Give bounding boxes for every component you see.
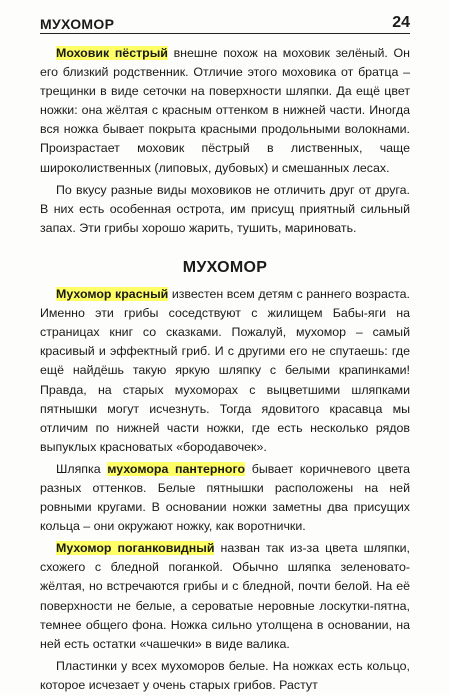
page-number: 24 (392, 14, 410, 31)
paragraph-text: внешне похож на моховик зелёный. Он его близкий родственник. Отличие этого моховика от братца – трещинки в виде сеточки на поверхности шляпки. Да ещё цвет ножки: она жёлтая с красным оттенком в нижней части. Иногда вся ножка бывает покрыта красными продольными волокнами. Произрастает моховик пёстрый в лиственных, чаще широколиственных (липовых, дубовых) и смешанных лесах. (40, 46, 410, 175)
paragraph-taste (40, 181, 410, 238)
paragraph-text: Шляпка (56, 461, 108, 476)
paragraph-text: Пластинки у всех мухоморов белые. На ножках есть кольцо, которое исчезает у очень старых грибов. Растут (40, 658, 410, 692)
paragraph-mukhomor-panterny (40, 460, 410, 536)
header-rule (40, 33, 410, 34)
paragraph-text: По вкусу разные виды моховиков не отличить друг от друга. В них есть особенная острота, им присущ приятный сильный запах. Эти грибы хорошо жарить, тушить, мариновать. (40, 182, 410, 235)
term-highlight: Моховик пёстрый (56, 46, 168, 60)
paragraph-text: бывает коричневого цвета разных оттенков. Белые пятнышки расположены на ней ровными кругами. В основании ножки заметны два присущих кольца – они окружают ножку, как воротнички. (40, 461, 410, 534)
paragraph-mokhovik-pestry (40, 44, 410, 178)
paragraph-mukhomor-pogankovidny (40, 539, 410, 654)
term-highlight: Мухомор поганковидный (56, 541, 215, 556)
paragraph-text: известен всем детям с раннего возраста. Именно эти грибы соседствуют с жилищем Бабы-яги на страницах книг со сказками. Пожалуй, мухомор – самый красивый и эффектный гриб. И с другими его не спутаешь: где ещё найдёшь такую яркую шляпку с белыми крапинками! Правда, на старых мухоморах с выцветшими шляпками пятнышки могут исчезнуть. Тогда ядовитого красавца мы отличим по нижней части ножки, где есть несколько рядов выпуклых красноватых «бородавочек». (40, 287, 411, 454)
page-header (40, 10, 410, 32)
paragraph-plastinki (40, 657, 410, 695)
running-title: МУХОМОР (40, 16, 115, 32)
term-highlight: Мухомор красный (56, 287, 169, 302)
section-title: МУХОМОР (182, 258, 268, 276)
page-content (40, 44, 410, 695)
paragraph-mukhomor-krasny (40, 285, 410, 457)
paragraph-text: назван так из-за цвета шляпки, схожего с бледной поганкой. Обычно шляпка зеленовато-жёлтая, но встречаются грибы и с бледной, почти белой. На её поверхности не белые, а сероватые неровные лоскутки-пятна, темнее общего фона. Ножка сильно утолщена в основании, на ней есть остатки «чашечки» в виде валика. (40, 541, 410, 651)
term-highlight: мухомора пантерного (107, 461, 246, 476)
